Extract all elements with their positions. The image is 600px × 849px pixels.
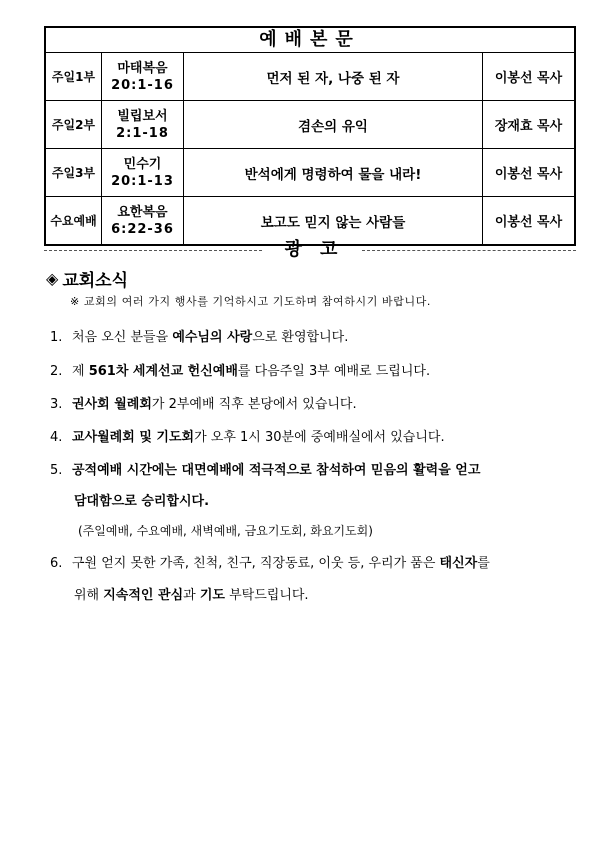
book-name: 마태복음 <box>117 60 168 76</box>
sermon-title: 먼저 된 자, 나중 된 자 <box>184 53 483 100</box>
divider <box>44 250 262 251</box>
table-row <box>46 148 574 196</box>
section-heading <box>46 266 128 291</box>
verse-ref: 2:1-18 <box>116 125 169 141</box>
preacher-name: 이봉선 목사 <box>494 167 563 182</box>
verse-ref: 6:22-36 <box>111 221 174 237</box>
ads-title: 광고 <box>284 239 356 260</box>
scripture-ref <box>102 53 184 100</box>
verse-ref: 20:1-13 <box>111 173 174 189</box>
worship-scripture-table <box>44 26 576 246</box>
sermon-title: 보고도 믿지 않는 사람들 <box>184 197 483 244</box>
item-continuation <box>74 490 209 509</box>
item-emphasis: 기도 <box>199 588 225 603</box>
book-name: 민수기 <box>123 156 162 172</box>
item-text: 으로 환영합니다. <box>252 330 349 345</box>
section-note: ※ 교회의 여러 가지 행사를 기억하시고 기도하며 참여하시기 바랍니다. <box>70 295 432 308</box>
item-text: 제 <box>72 364 89 379</box>
item-number: 6. <box>50 556 63 571</box>
scripture-ref <box>102 197 184 244</box>
scripture-ref <box>102 149 184 196</box>
service-name: 수요예배 <box>46 197 102 244</box>
item-number: 3. <box>50 397 63 412</box>
ads-header <box>44 240 576 260</box>
divider <box>362 250 576 251</box>
table-title: 예배본문 <box>46 28 574 53</box>
item-text: 가 오후 1시 30분에 중예배실에서 있습니다. <box>194 430 445 445</box>
item-text: 처음 오신 분들을 <box>72 330 173 345</box>
list-item <box>50 360 430 379</box>
diamond-icon: ◈ <box>46 269 59 288</box>
item-parenthetical: (주일예배, 수요예배, 새벽예배, 금요기도회, 화요기도회) <box>78 524 373 538</box>
book-name: 요한복음 <box>117 204 168 220</box>
table-row <box>46 53 574 100</box>
sermon-title: 겸손의 유익 <box>184 101 483 148</box>
preacher-name: 장재효 목사 <box>494 119 563 134</box>
item-text: 부탁드립니다. <box>224 588 309 603</box>
item-text: 구원 얻지 못한 가족, 친척, 친구, 직장동료, 이웃 등, 우리가 품은 <box>72 556 440 571</box>
list-item <box>50 459 480 478</box>
scripture-ref <box>102 101 184 148</box>
item-emphasis: 교사월례회 및 기도회 <box>72 430 195 445</box>
preacher-name: 이봉선 목사 <box>494 71 563 86</box>
item-emphasis: 권사회 월례회 <box>72 397 152 412</box>
list-item <box>50 326 348 345</box>
service-name: 주일3부 <box>46 149 102 196</box>
item-emphasis: 예수님의 사랑 <box>172 330 253 345</box>
table-row <box>46 100 574 148</box>
item-number: 2. <box>50 364 63 379</box>
list-item <box>50 393 357 412</box>
item-emphasis: 지속적인 관심 <box>103 588 184 603</box>
item-text: 를 다음주일 3부 예배로 드립니다. <box>237 364 431 379</box>
service-name: 주일1부 <box>46 53 102 100</box>
item-number: 5. <box>50 463 63 478</box>
list-item <box>50 426 445 445</box>
item-text: 위해 <box>74 588 104 603</box>
item-emphasis: 태신자 <box>439 556 478 571</box>
item-emphasis: 561차 세계선교 헌신예배 <box>88 364 238 379</box>
book-name: 빌립보서 <box>117 108 168 124</box>
item-emphasis: 공적예배 시간에는 대면예배에 적극적으로 참석하여 믿음의 활력을 얻고 <box>72 463 481 478</box>
section-title: 교회소식 <box>62 271 129 291</box>
item-continuation <box>74 584 309 603</box>
item-text: 를 <box>477 556 490 571</box>
item-number: 4. <box>50 430 63 445</box>
item-text: 과 <box>183 588 200 603</box>
item-number: 1. <box>50 330 63 345</box>
item-emphasis: 담대함으로 승리합시다. <box>74 494 210 509</box>
service-name: 주일2부 <box>46 101 102 148</box>
list-item <box>50 552 490 571</box>
sermon-title: 반석에게 명령하여 물을 내라! <box>184 149 483 196</box>
item-text: 가 2부예배 직후 본당에서 있습니다. <box>151 397 357 412</box>
preacher-name: 이봉선 목사 <box>494 215 563 230</box>
verse-ref: 20:1-16 <box>111 77 174 93</box>
